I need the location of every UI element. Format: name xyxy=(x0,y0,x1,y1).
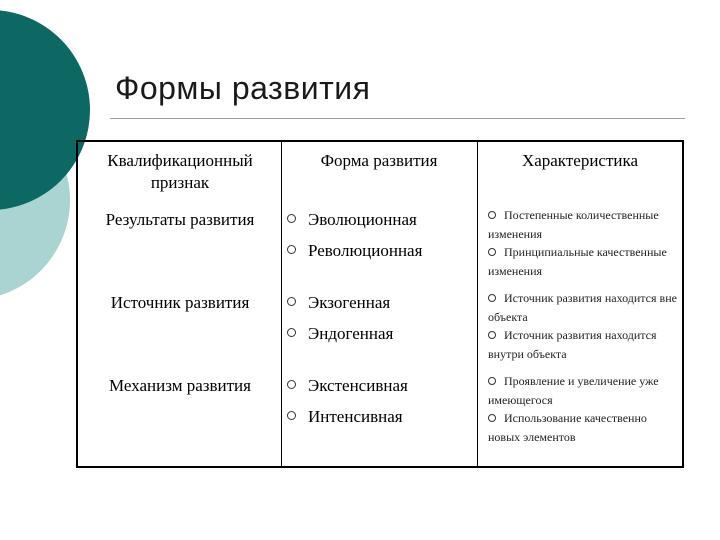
row-characteristics-list xyxy=(488,206,680,280)
circle-bullet-icon xyxy=(488,248,496,256)
header-characteristic: Характеристика xyxy=(521,151,639,170)
row-forms-list xyxy=(284,376,474,438)
circle-bullet-icon xyxy=(287,214,296,223)
slide-title: Формы развития xyxy=(115,70,371,106)
circle-bullet-icon xyxy=(488,294,496,302)
circle-bullet-icon xyxy=(287,380,296,389)
header-form: Форма развития xyxy=(320,151,438,170)
title-underline xyxy=(110,118,685,119)
list-item: Использование качественно новых элементов xyxy=(488,411,647,444)
list-item: Экзогенная xyxy=(284,293,474,313)
list-item: Эволюционная xyxy=(284,210,474,230)
list-item: Постепенные количественные изменения xyxy=(488,208,659,241)
circle-bullet-icon xyxy=(287,411,296,420)
row-criterion: Результаты развития xyxy=(105,210,255,229)
forms-table xyxy=(76,140,684,468)
row-characteristics-list xyxy=(488,372,680,446)
list-item: Принципиальные качественные изменения xyxy=(488,245,667,278)
circle-bullet-icon xyxy=(287,297,296,306)
row-criterion: Механизм развития xyxy=(109,376,251,395)
list-item: Источник развития находится вне объекта xyxy=(488,291,677,324)
column-divider xyxy=(281,142,282,466)
circle-bullet-icon xyxy=(488,211,496,219)
circle-bullet-icon xyxy=(287,328,296,337)
header-criterion: Квалификационный признак xyxy=(107,151,253,192)
list-item: Проявление и увеличение уже имеющегося xyxy=(488,374,659,407)
circle-bullet-icon xyxy=(488,331,496,339)
row-characteristics-list xyxy=(488,289,680,363)
row-forms-list xyxy=(284,210,474,272)
circle-bullet-icon xyxy=(488,377,496,385)
list-item: Революционная xyxy=(284,241,474,261)
list-item: Экстенсивная xyxy=(284,376,474,396)
column-divider xyxy=(477,142,478,466)
list-item: Эндогенная xyxy=(284,324,474,344)
circle-bullet-icon xyxy=(488,414,496,422)
list-item: Интенсивная xyxy=(284,407,474,427)
circle-bullet-icon xyxy=(287,245,296,254)
list-item: Источник развития находится внутри объекта xyxy=(488,328,657,361)
row-criterion: Источник развития xyxy=(110,293,250,312)
row-forms-list xyxy=(284,293,474,355)
